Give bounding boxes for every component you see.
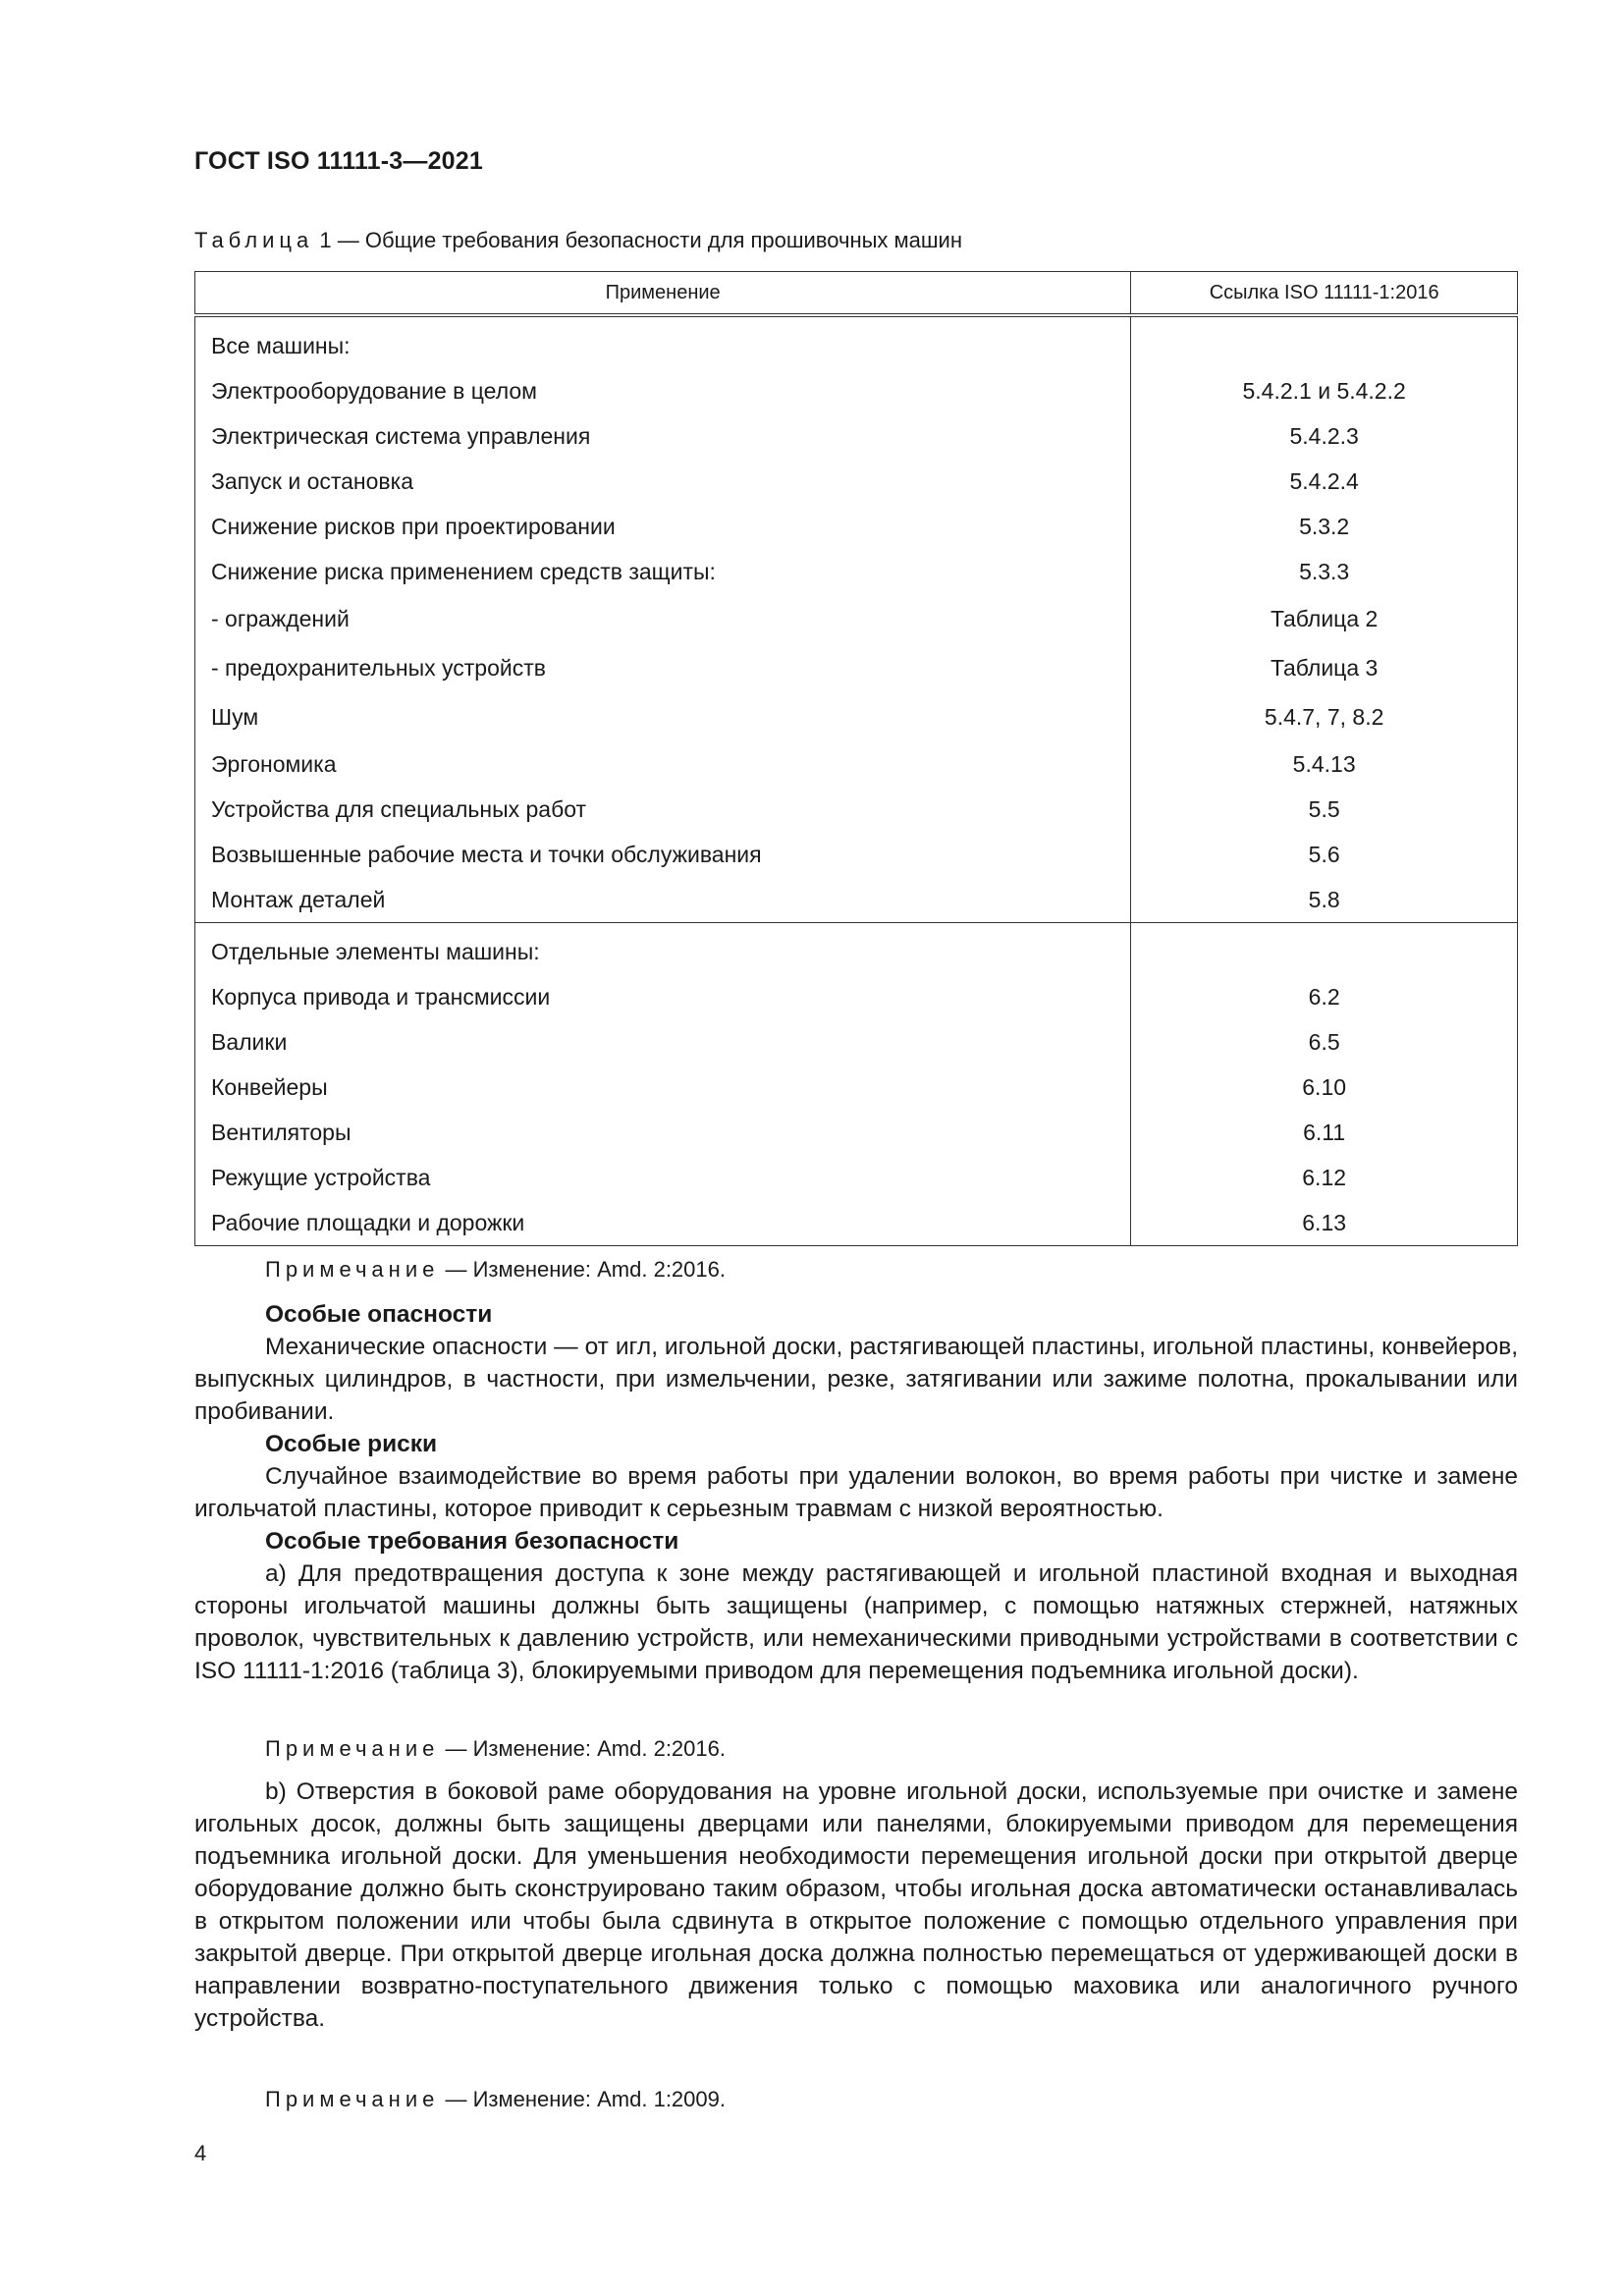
row-ref: 6.13 <box>1131 1200 1518 1246</box>
requirement-item-b: b) Отверстия в боковой раме оборудования на уровне игольной доски, используемые при очистке и замене игольных досок, должны быть защищены дверцами или панелями, блокируемыми приводом для перемещения подъемника игольной доски. Для уменьшения необходимости перемещения игольной доски при открытой дверце оборудование должно быть сконструировано таким образом, чтобы игольная доска автоматически останавливалась в открытом положении или чтобы была сдвинута в открытое положение с помощью отдельного управления при закрытой дверце. При открытой дверце игольная доска должна полностью перемещаться от удерживающей доски в направлении возвратно-поступательного движения только с помощью маховика или аналогичного ручного устройства. <box>194 1778 1518 2032</box>
row-label: Электрическая система управления <box>195 413 1131 459</box>
row-ref <box>1131 923 1518 975</box>
item-b-note <box>265 2087 726 2112</box>
page-number: 4 <box>194 2141 207 2165</box>
row-label: Шум <box>195 692 1131 741</box>
table-row <box>195 315 1518 368</box>
row-ref: 6.5 <box>1131 1019 1518 1065</box>
note-text: — Изменение: Amd. 2:2016. <box>445 1736 726 1761</box>
row-label: - ограждений <box>195 594 1131 643</box>
table-row <box>195 787 1518 832</box>
requirement-item-a: а) Для предотвращения доступа к зоне между растягивающей и игольной пластиной входная и выходная стороны игольчатой машины должны быть защищены (например, с помощью натяжных стержней, натяжных проволок, чувствительных к давлению устройств, или немеханическими приводными устройствами в соответствии с ISO 11111-1:2016 (таблица 3), блокируемыми приводом для перемещения подъемника игольной доски). <box>194 1560 1518 1684</box>
note-text: — Изменение: Amd. 1:2009. <box>445 2087 726 2111</box>
row-label: Электрооборудование в целом <box>195 368 1131 413</box>
row-label: - предохранительных устройств <box>195 643 1131 692</box>
row-label: Возвышенные рабочие места и точки обслуживания <box>195 832 1131 877</box>
row-label: Снижение риска применением средств защиты: <box>195 549 1131 594</box>
table-header-row <box>195 272 1518 316</box>
special-requirements-heading: Особые требования безопасности <box>265 1528 679 1555</box>
table-row <box>195 923 1518 975</box>
special-hazards-text: Механические опасности — от игл, игольной доски, растягивающей пластины, игольной пластины, конвейеров, выпускных цилиндров, в частности, при измельчении, резке, затягивании или зажиме полотна, прокалывании или пробивании. <box>194 1334 1518 1425</box>
table-caption-label: Таблица <box>194 228 314 252</box>
row-ref <box>1131 315 1518 368</box>
column-header-application: Применение <box>195 272 1131 316</box>
row-ref: 5.3.2 <box>1131 504 1518 549</box>
row-ref: 5.4.7, 7, 8.2 <box>1131 692 1518 741</box>
table-row <box>195 504 1518 549</box>
item-b-section <box>194 1776 1518 2035</box>
row-ref: 5.4.2.3 <box>1131 413 1518 459</box>
note-label: Примечание <box>265 1257 440 1282</box>
row-label: Валики <box>195 1019 1131 1065</box>
table-row <box>195 1019 1518 1065</box>
row-ref: 6.12 <box>1131 1155 1518 1200</box>
row-ref: 5.5 <box>1131 787 1518 832</box>
row-ref: 5.4.2.4 <box>1131 459 1518 504</box>
row-label: Эргономика <box>195 741 1131 787</box>
special-risks-text: Случайное взаимодействие во время работы при удалении волокон, во время работы при чистке и замене игольчатой пластины, которое приводит к серьезным травмам с низкой вероятностью. <box>194 1463 1518 1522</box>
row-label: Режущие устройства <box>195 1155 1131 1200</box>
row-ref: 5.3.3 <box>1131 549 1518 594</box>
table-row <box>195 368 1518 413</box>
table-note <box>265 1257 726 1283</box>
row-ref: 6.2 <box>1131 974 1518 1019</box>
row-ref: 5.8 <box>1131 877 1518 923</box>
row-ref: 5.4.13 <box>1131 741 1518 787</box>
row-label: Отдельные элементы машины: <box>195 923 1131 975</box>
row-label: Устройства для специальных работ <box>195 787 1131 832</box>
column-header-reference: Ссылка ISO 11111-1:2016 <box>1131 272 1518 316</box>
table-row <box>195 832 1518 877</box>
hazards-section <box>194 1298 1518 1687</box>
note-label: Примечание <box>265 1736 440 1761</box>
table-row <box>195 1110 1518 1155</box>
table-row <box>195 459 1518 504</box>
row-ref: 5.6 <box>1131 832 1518 877</box>
table-row <box>195 974 1518 1019</box>
table-row <box>195 741 1518 787</box>
document-code: ГОСТ ISO 11111-3—2021 <box>194 147 483 175</box>
special-risks-heading: Особые риски <box>265 1431 438 1457</box>
row-label: Все машины: <box>195 315 1131 368</box>
row-ref: 6.10 <box>1131 1065 1518 1110</box>
table-caption-text: 1 — Общие требования безопасности для прошивочных машин <box>319 228 962 252</box>
table-caption <box>194 228 962 253</box>
row-label: Корпуса привода и трансмиссии <box>195 974 1131 1019</box>
table-row <box>195 1200 1518 1246</box>
row-ref: 5.4.2.1 и 5.4.2.2 <box>1131 368 1518 413</box>
row-label: Монтаж деталей <box>195 877 1131 923</box>
table-row <box>195 594 1518 643</box>
special-hazards-heading: Особые опасности <box>265 1301 493 1328</box>
row-label: Снижение рисков при проектировании <box>195 504 1131 549</box>
table-row <box>195 1155 1518 1200</box>
table-row <box>195 413 1518 459</box>
row-ref: 6.11 <box>1131 1110 1518 1155</box>
item-a-note <box>265 1736 726 1762</box>
note-text: — Изменение: Amd. 2:2016. <box>445 1257 726 1282</box>
table-row <box>195 549 1518 594</box>
table-row <box>195 1065 1518 1110</box>
row-label: Вентиляторы <box>195 1110 1131 1155</box>
requirements-table <box>194 271 1518 1246</box>
table-row <box>195 877 1518 923</box>
row-ref: Таблица 3 <box>1131 643 1518 692</box>
row-label: Запуск и остановка <box>195 459 1131 504</box>
table-row <box>195 692 1518 741</box>
row-ref: Таблица 2 <box>1131 594 1518 643</box>
row-label: Рабочие площадки и дорожки <box>195 1200 1131 1246</box>
table-row <box>195 643 1518 692</box>
row-label: Конвейеры <box>195 1065 1131 1110</box>
note-label: Примечание <box>265 2087 440 2111</box>
